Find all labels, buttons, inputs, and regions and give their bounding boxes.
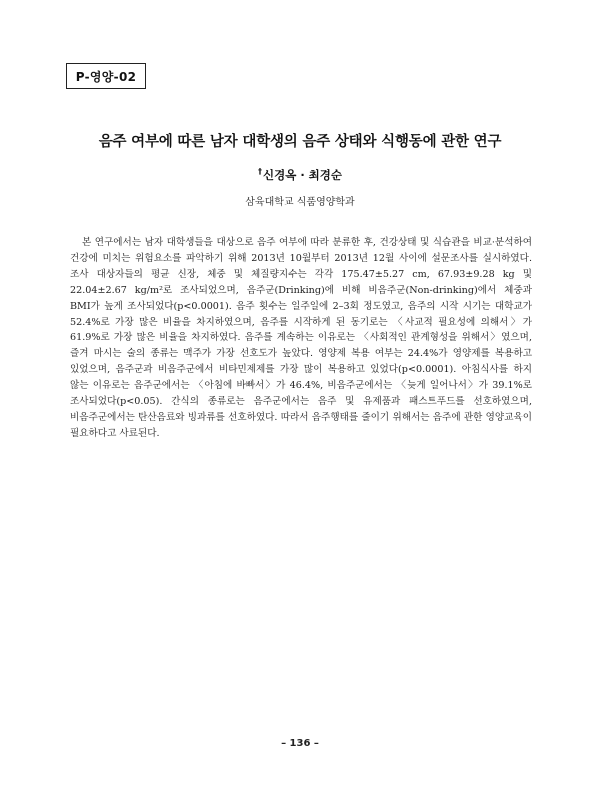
- session-code: P-영양-02: [75, 69, 137, 84]
- author-names: 신경옥 · 최경순: [262, 168, 343, 182]
- session-code-box: [66, 63, 146, 89]
- authors-line: [40, 167, 560, 183]
- affiliation: 삼육대학교 식품영양학과: [245, 197, 355, 208]
- paper-title: 음주 여부에 따른 남자 대학생의 음주 상태와 식행동에 관한 연구: [98, 134, 502, 150]
- corresponding-author-mark: †: [257, 167, 262, 177]
- page-number: – 136 –: [281, 738, 319, 749]
- abstract-body: 본 연구에서는 남자 대학생들을 대상으로 음주 여부에 따라 분류한 후, 건강상태 및 식습관을 비교·분석하여 건강에 미치는 위험요소를 파악하기 위해 2013년 10월부터 2013년 12월 사이에 설문조사를 실시하였다. 조사 대상자들의 평균 신장, 체중 및 체질량지수는 각각 175.47±5.27 cm, 67.93±9.28 kg 및 22.04±2.67 kg/m²로 조사되었으며, 음주군(Drinking)에 비해 비음주군(Non-drinking)에서 체중과 BMI가 높게 조사되었다(p<0.0001). 음주 횟수는 일주일에 2–3회 정도였고, 음주의 시작 시기는 대학교가 52.4%로 가장 많은 비율을 차지하였으며, 음주를 시작하게 된 동기로는 〈사교적 필요성에 의해서〉가 61.9%로 가장 많은 비율을 차지하였다. 음주를 계속하는 이유로는 〈사회적인 관계형성을 위해서〉였으며, 즐겨 마시는 술의 종류는 맥주가 가장 선호도가 높았다. 영양제 복용 여부는 24.4%가 영양제를 복용하고 있었으며, 음주군과 비음주군에서 비타민제제를 가장 많이 복용하고 있었다(p<0.0001). 아침식사를 하지 않는 이유로는 음주군에서는 〈아침에 바빠서〉가 46.4%, 비음주군에서는 〈늦게 일어나서〉가 39.1%로 조사되었다(p<0.05). 간식의 종류로는 음주군에서는 음주 및 유제품과 패스트푸드를 선호하였으며, 비음주군에서는 탄산음료와 빙과류를 선호하였다. 따라서 음주행태를 줄이기 위해서는 음주에 관한 영양교육이 필요하다고 사료된다.: [70, 237, 532, 439]
